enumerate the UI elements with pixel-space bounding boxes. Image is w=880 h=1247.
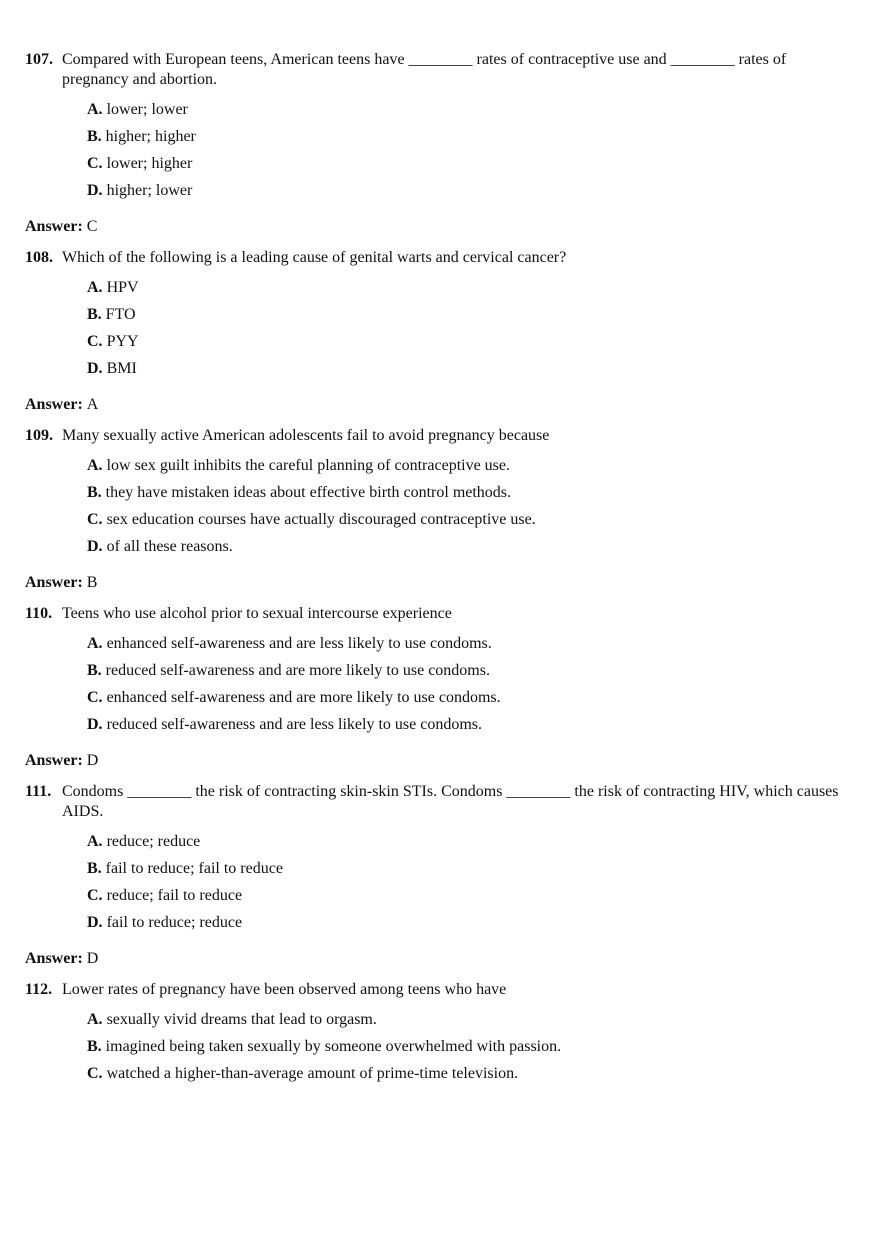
option-letter: C.: [87, 689, 103, 706]
question-stem: [25, 248, 855, 268]
option-item: [87, 886, 855, 913]
answer-options: [87, 278, 855, 386]
question-number: 109.: [25, 427, 53, 444]
option-letter: B.: [87, 484, 102, 501]
option-text: PYY: [106, 333, 139, 350]
option-text: they have mistaken ideas about effective birth control methods.: [105, 484, 512, 501]
option-letter: C.: [87, 887, 103, 904]
option-text: reduce; fail to reduce: [106, 887, 243, 904]
option-item: [87, 661, 855, 688]
answer-line: [25, 217, 855, 237]
question-number: 111.: [25, 783, 52, 800]
question-stem: [25, 426, 855, 446]
option-item: [87, 483, 855, 510]
option-text: lower; higher: [106, 155, 193, 172]
question-stem: [25, 980, 855, 1000]
question-text: Lower rates of pregnancy have been observed among teens who have: [62, 981, 507, 998]
option-text: enhanced self-awareness and are more likely to use condoms.: [106, 689, 501, 706]
option-text: sexually vivid dreams that lead to orgasm.: [106, 1011, 377, 1028]
option-letter: B.: [87, 1038, 102, 1055]
question-text: Condoms ________ the risk of contracting skin-skin STIs. Condoms ________ the risk of contracting HIV, which causes AIDS.: [62, 783, 839, 820]
option-text: higher; lower: [106, 182, 193, 199]
option-item: [87, 688, 855, 715]
question-number: 108.: [25, 249, 53, 266]
option-text: watched a higher-than-average amount of prime-time television.: [106, 1065, 519, 1082]
option-text: imagined being taken sexually by someone overwhelmed with passion.: [105, 1038, 562, 1055]
option-item: [87, 305, 855, 332]
option-letter: B.: [87, 128, 102, 145]
answer-label: Answer:: [25, 752, 83, 769]
question-text: Many sexually active American adolescents fail to avoid pregnancy because: [62, 427, 550, 444]
option-letter: D.: [87, 182, 103, 199]
question-document: [25, 50, 855, 1091]
option-letter: C.: [87, 511, 103, 528]
answer-value: B: [86, 574, 98, 591]
option-letter: B.: [87, 662, 102, 679]
answer-value: D: [86, 950, 99, 967]
option-text: reduced self-awareness and are less likely to use condoms.: [106, 716, 482, 733]
question-stem: [25, 50, 855, 90]
option-letter: A.: [87, 635, 103, 652]
option-item: [87, 154, 855, 181]
answer-label: Answer:: [25, 574, 83, 591]
option-letter: A.: [87, 1011, 103, 1028]
answer-line: [25, 573, 855, 593]
answer-options: [87, 100, 855, 208]
answer-value: C: [86, 218, 98, 235]
answer-line: [25, 751, 855, 771]
question-stem: [25, 604, 855, 624]
option-letter: A.: [87, 279, 103, 296]
answer-options: [87, 1010, 855, 1091]
option-letter: D.: [87, 716, 103, 733]
option-letter: D.: [87, 360, 103, 377]
option-letter: A.: [87, 101, 103, 118]
option-text: sex education courses have actually discouraged contraceptive use.: [106, 511, 536, 528]
option-item: [87, 832, 855, 859]
option-item: [87, 715, 855, 742]
option-item: [87, 100, 855, 127]
option-letter: A.: [87, 833, 103, 850]
answer-value: A: [86, 396, 99, 413]
answer-value: D: [86, 752, 99, 769]
option-text: HPV: [106, 279, 139, 296]
option-letter: C.: [87, 1065, 103, 1082]
option-item: [87, 456, 855, 483]
question-text: Which of the following is a leading cause of genital warts and cervical cancer?: [62, 249, 567, 266]
option-item: [87, 859, 855, 886]
option-item: [87, 537, 855, 564]
option-text: BMI: [106, 360, 137, 377]
option-text: of all these reasons.: [106, 538, 233, 555]
option-text: low sex guilt inhibits the careful planning of contraceptive use.: [106, 457, 511, 474]
answer-label: Answer:: [25, 950, 83, 967]
answer-options: [87, 634, 855, 742]
question-text: Teens who use alcohol prior to sexual intercourse experience: [62, 605, 452, 622]
option-item: [87, 510, 855, 537]
question-number: 107.: [25, 51, 53, 68]
question-stem: [25, 782, 855, 822]
option-letter: D.: [87, 914, 103, 931]
answer-options: [87, 832, 855, 940]
option-item: [87, 913, 855, 940]
question-text: Compared with European teens, American teens have ________ rates of contraceptive use and ________ rates of pregnancy and abortion.: [62, 51, 787, 88]
option-item: [87, 181, 855, 208]
option-item: [87, 1037, 855, 1064]
option-item: [87, 332, 855, 359]
answer-options: [87, 456, 855, 564]
option-item: [87, 359, 855, 386]
question-number: 112.: [25, 981, 53, 998]
option-text: fail to reduce; fail to reduce: [105, 860, 283, 877]
option-letter: A.: [87, 457, 103, 474]
option-text: lower; lower: [106, 101, 188, 118]
option-letter: C.: [87, 333, 103, 350]
answer-label: Answer:: [25, 218, 83, 235]
answer-label: Answer:: [25, 396, 83, 413]
option-item: [87, 1064, 855, 1091]
option-item: [87, 127, 855, 154]
option-letter: D.: [87, 538, 103, 555]
option-text: enhanced self-awareness and are less likely to use condoms.: [106, 635, 492, 652]
option-text: reduced self-awareness and are more likely to use condoms.: [105, 662, 490, 679]
option-letter: C.: [87, 155, 103, 172]
option-letter: B.: [87, 860, 102, 877]
option-item: [87, 278, 855, 305]
option-text: fail to reduce; reduce: [106, 914, 243, 931]
question-number: 110.: [25, 605, 53, 622]
option-letter: B.: [87, 306, 102, 323]
answer-line: [25, 949, 855, 969]
option-item: [87, 634, 855, 661]
option-text: higher; higher: [105, 128, 196, 145]
option-text: reduce; reduce: [106, 833, 201, 850]
option-text: FTO: [105, 306, 136, 323]
option-item: [87, 1010, 855, 1037]
answer-line: [25, 395, 855, 415]
